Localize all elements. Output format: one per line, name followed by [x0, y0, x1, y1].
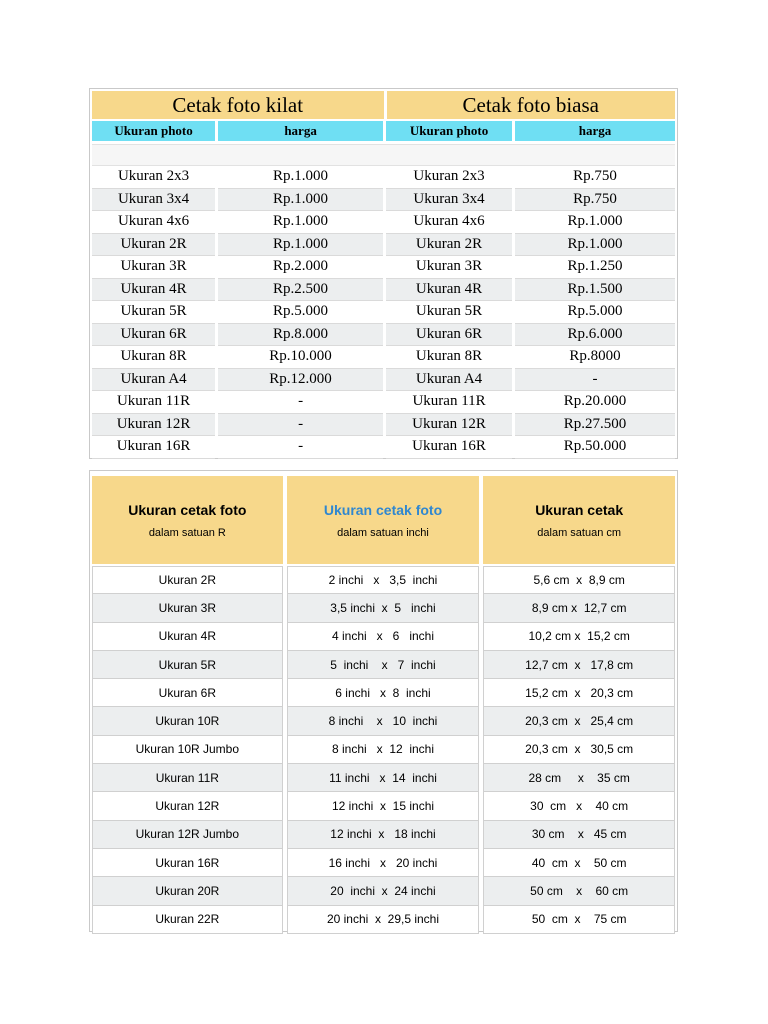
cell-size-right: Ukuran 11R: [386, 391, 512, 414]
header-size-r-title: Ukuran cetak foto: [128, 501, 247, 518]
cell-size-cm: 20,3 cm x 25,4 cm: [483, 707, 675, 735]
cell-price-right: Rp.750: [515, 189, 675, 212]
cell-size-inch: 12 inchi x 18 inchi: [287, 821, 480, 849]
cell-price-right: Rp.1.500: [515, 279, 675, 302]
cell-size-right: Ukuran 2R: [386, 234, 512, 257]
cell-size-cm: 40 cm x 50 cm: [483, 849, 675, 877]
cell-price-left: Rp.5.000: [218, 301, 383, 324]
cell-price-right: Rp.5.000: [515, 301, 675, 324]
title-cetak-foto-kilat: Cetak foto kilat: [92, 91, 384, 119]
size-table: [89, 470, 678, 932]
cell-price-right: Rp.1.000: [515, 211, 675, 234]
cell-size-cm: 15,2 cm x 20,3 cm: [483, 679, 675, 707]
cell-size-inch: 20 inchi x 24 inchi: [287, 877, 480, 905]
table-row: [92, 256, 675, 279]
price-table-column-header-row: [92, 121, 675, 141]
cell-size-right: Ukuran 8R: [386, 346, 512, 369]
cell-size-cm: 30 cm x 45 cm: [483, 821, 675, 849]
cell-size-left: Ukuran 3R: [92, 256, 215, 279]
header-size-inch-title: Ukuran cetak foto: [323, 501, 443, 518]
cell-size-inch: 12 inchi x 15 inchi: [287, 792, 480, 820]
cell-size-right: Ukuran 3R: [386, 256, 512, 279]
cell-size-right: Ukuran 2x3: [386, 166, 512, 189]
cell-price-left: Rp.1.000: [218, 211, 383, 234]
table-row: [92, 414, 675, 437]
cell-size-right: Ukuran A4: [386, 369, 512, 392]
cell-price-left: -: [218, 436, 383, 459]
cell-size-cm: 30 cm x 40 cm: [483, 792, 675, 820]
cell-size-cm: 50 cm x 75 cm: [483, 906, 675, 934]
cell-size-cm: 50 cm x 60 cm: [483, 877, 675, 905]
cell-size-left: Ukuran 11R: [92, 391, 215, 414]
cell-price-right: Rp.6.000: [515, 324, 675, 347]
cell-size-inch: 8 inchi x 12 inchi: [287, 736, 480, 764]
table-row: [92, 707, 675, 735]
cell-size-inch: 6 inchi x 8 inchi: [287, 679, 480, 707]
table-row: [92, 279, 675, 302]
size-table-header-row: [92, 476, 675, 564]
header-size-cm: [483, 476, 675, 564]
cell-price-right: Rp.50.000: [515, 436, 675, 459]
cell-size-r: Ukuran 22R: [92, 906, 283, 934]
header-size-r-sub: dalam satuan R: [148, 526, 226, 539]
cell-size-r: Ukuran 10R Jumbo: [92, 736, 283, 764]
table-row: [92, 623, 675, 651]
cell-price-left: Rp.8.000: [218, 324, 383, 347]
col-header-price-right: harga: [515, 121, 675, 141]
table-row: [92, 764, 675, 792]
cell-price-left: -: [218, 391, 383, 414]
cell-size-left: Ukuran 2x3: [92, 166, 215, 189]
cell-size-inch: 3,5 inchi x 5 inchi: [287, 594, 480, 622]
size-table-body: [92, 566, 675, 934]
price-table: [89, 88, 678, 459]
cell-price-right: Rp.1.000: [515, 234, 675, 257]
cell-price-left: Rp.12.000: [218, 369, 383, 392]
cell-size-left: Ukuran 2R: [92, 234, 215, 257]
table-row: [92, 234, 675, 257]
cell-size-r: Ukuran 11R: [92, 764, 283, 792]
cell-size-inch: 20 inchi x 29,5 inchi: [287, 906, 480, 934]
cell-size-cm: 20,3 cm x 30,5 cm: [483, 736, 675, 764]
cell-size-cm: 10,2 cm x 15,2 cm: [483, 623, 675, 651]
cell-size-r: Ukuran 12R Jumbo: [92, 821, 283, 849]
cell-size-r: Ukuran 6R: [92, 679, 283, 707]
cell-price-right: Rp.1.250: [515, 256, 675, 279]
table-row: [92, 324, 675, 347]
title-cetak-foto-biasa: Cetak foto biasa: [387, 91, 676, 119]
table-row: [92, 906, 675, 934]
col-header-size-right: Ukuran photo: [386, 121, 512, 141]
table-row: [92, 391, 675, 414]
cell-size-inch: 8 inchi x 10 inchi: [287, 707, 480, 735]
table-row: [92, 189, 675, 212]
cell-size-right: Ukuran 5R: [386, 301, 512, 324]
table-row: [92, 736, 675, 764]
table-row: [92, 651, 675, 679]
cell-size-cm: 8,9 cm x 12,7 cm: [483, 594, 675, 622]
cell-size-left: Ukuran 12R: [92, 414, 215, 437]
cell-size-r: Ukuran 4R: [92, 623, 283, 651]
price-table-title-row: [92, 91, 675, 119]
cell-size-inch: 5 inchi x 7 inchi: [287, 651, 480, 679]
cell-size-left: Ukuran A4: [92, 369, 215, 392]
cell-size-left: Ukuran 4x6: [92, 211, 215, 234]
table-row: [92, 566, 675, 594]
cell-price-right: Rp.750: [515, 166, 675, 189]
cell-size-right: Ukuran 16R: [386, 436, 512, 459]
cell-price-left: -: [218, 414, 383, 437]
cell-size-left: Ukuran 5R: [92, 301, 215, 324]
cell-size-r: Ukuran 3R: [92, 594, 283, 622]
cell-size-right: Ukuran 4x6: [386, 211, 512, 234]
cell-size-r: Ukuran 10R: [92, 707, 283, 735]
header-size-inch-sub: dalam satuan inchi: [337, 526, 429, 539]
cell-price-right: Rp.27.500: [515, 414, 675, 437]
cell-size-inch: 16 inchi x 20 inchi: [287, 849, 480, 877]
table-row: [92, 436, 675, 459]
cell-price-left: Rp.1.000: [218, 234, 383, 257]
table-row: [92, 679, 675, 707]
col-header-size-left: Ukuran photo: [92, 121, 215, 141]
table-row: [92, 166, 675, 189]
cell-size-right: Ukuran 6R: [386, 324, 512, 347]
table-row: [92, 792, 675, 820]
cell-size-inch: 4 inchi x 6 inchi: [287, 623, 480, 651]
cell-size-cm: 12,7 cm x 17,8 cm: [483, 651, 675, 679]
cell-price-right: Rp.20.000: [515, 391, 675, 414]
cell-price-left: Rp.2.000: [218, 256, 383, 279]
cell-size-r: Ukuran 5R: [92, 651, 283, 679]
cell-size-left: Ukuran 4R: [92, 279, 215, 302]
cell-size-left: Ukuran 6R: [92, 324, 215, 347]
cell-size-right: Ukuran 4R: [386, 279, 512, 302]
cell-size-left: Ukuran 8R: [92, 346, 215, 369]
cell-size-r: Ukuran 2R: [92, 566, 283, 594]
cell-size-r: Ukuran 20R: [92, 877, 283, 905]
cell-size-right: Ukuran 12R: [386, 414, 512, 437]
cell-price-right: Rp.8000: [515, 346, 675, 369]
cell-size-inch: 11 inchi x 14 inchi: [287, 764, 480, 792]
table-row: [92, 877, 675, 905]
cell-size-left: Ukuran 3x4: [92, 189, 215, 212]
cell-price-left: Rp.2.500: [218, 279, 383, 302]
cell-size-inch: 2 inchi x 3,5 inchi: [287, 566, 480, 594]
cell-price-left: Rp.1.000: [218, 166, 383, 189]
spacer-row: [92, 144, 675, 166]
header-size-inch: [287, 476, 480, 564]
cell-size-cm: 5,6 cm x 8,9 cm: [483, 566, 675, 594]
table-row: [92, 369, 675, 392]
cell-price-left: Rp.10.000: [218, 346, 383, 369]
cell-price-left: Rp.1.000: [218, 189, 383, 212]
cell-size-r: Ukuran 16R: [92, 849, 283, 877]
cell-size-left: Ukuran 16R: [92, 436, 215, 459]
cell-size-r: Ukuran 12R: [92, 792, 283, 820]
header-size-r: [92, 476, 283, 564]
cell-size-cm: 28 cm x 35 cm: [483, 764, 675, 792]
cell-size-right: Ukuran 3x4: [386, 189, 512, 212]
table-row: [92, 849, 675, 877]
table-row: [92, 346, 675, 369]
col-header-price-left: harga: [218, 121, 383, 141]
header-size-cm-title: Ukuran cetak: [535, 501, 624, 518]
price-table-body: [92, 166, 675, 459]
table-row: [92, 594, 675, 622]
table-row: [92, 211, 675, 234]
header-size-cm-sub: dalam satuan cm: [537, 526, 622, 539]
cell-price-right: -: [515, 369, 675, 392]
table-row: [92, 301, 675, 324]
table-row: [92, 821, 675, 849]
